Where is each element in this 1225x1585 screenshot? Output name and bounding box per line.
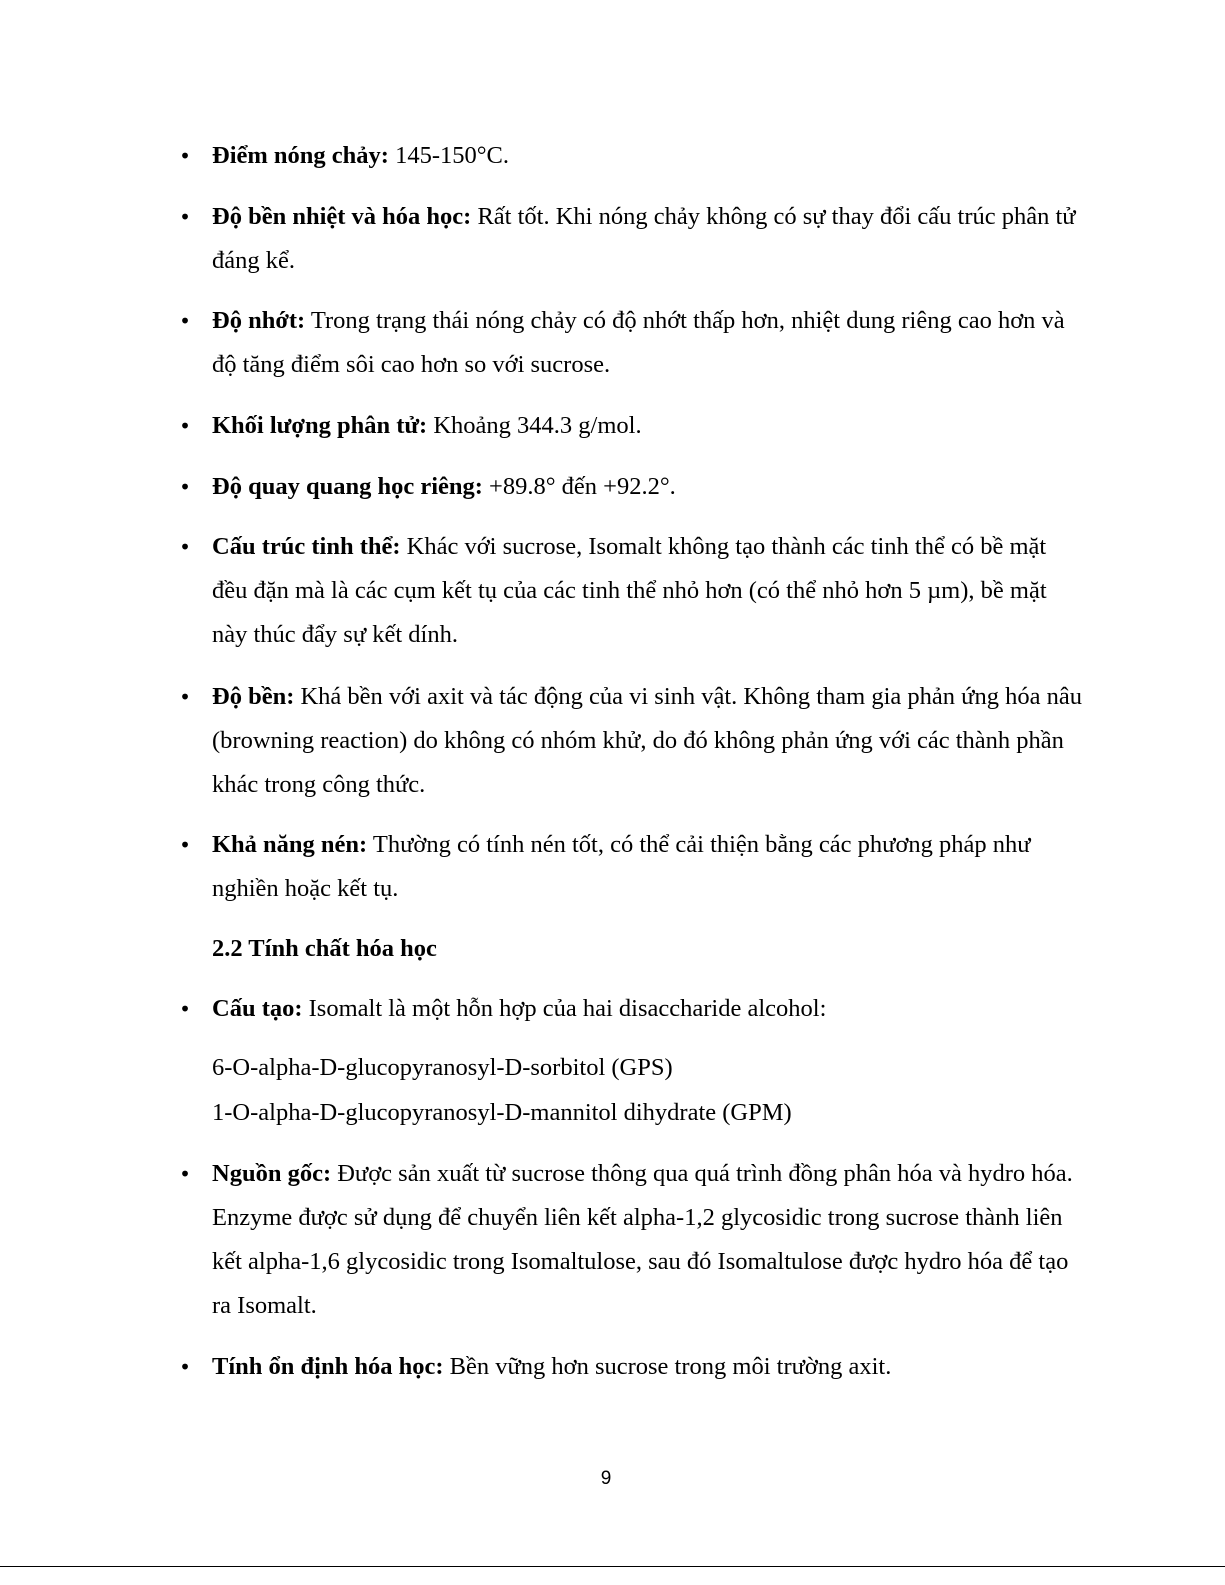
bullet-icon: • [179, 833, 191, 857]
property-text: +89.8° đến +92.2°. [482, 473, 676, 500]
property-term: Điểm nóng chảy: [212, 142, 389, 169]
list-item-crystal-structure [179, 525, 1082, 657]
property-text: Khá bền với axit và tác động của vi sinh vật. Không tham gia phản ứng hóa nâu (browning reaction) do không có nhóm khử, do đó không phản ứng với các thành phần khác trong công thức. [212, 683, 1082, 798]
list-item-origin [179, 1152, 1082, 1328]
list-item-compressibility [179, 823, 1082, 911]
property-text: Rất tốt. Khi nóng chảy không có sự thay đổi cấu trúc phân tử đáng kể. [212, 203, 1076, 274]
page-divider [0, 1566, 1225, 1567]
component-gps: 6-O-alpha-D-glucopyranosyl-D-sorbitol (GPS) [212, 1054, 673, 1081]
property-term: Cấu trúc tinh thể: [212, 533, 401, 560]
list-item-melting-point [179, 134, 1082, 178]
property-term: Độ bền: [212, 683, 295, 710]
component-gpm: 1-O-alpha-D-glucopyranosyl-D-mannitol dihydrate (GPM) [212, 1099, 792, 1126]
list-item-structure [179, 987, 1082, 1031]
property-text: Khác với sucrose, Isomalt không tạo thành các tinh thể có bề mặt đều đặn mà là các cụm kết tụ của các tinh thể nhỏ hơn (có thể nhỏ hơn 5 µm), bề mặt này thúc đẩy sự kết dính. [212, 533, 1047, 648]
bullet-icon: • [179, 685, 191, 709]
bullet-icon: • [179, 414, 191, 438]
property-term: Cấu tạo: [212, 995, 303, 1022]
bullet-icon: • [179, 997, 191, 1021]
property-term: Độ quay quang học riêng: [212, 473, 483, 500]
property-term: Tính ổn định hóa học: [212, 1353, 444, 1380]
list-item-durability [179, 675, 1082, 807]
property-term: Khả năng nén: [212, 831, 368, 858]
property-text: Trong trạng thái nóng chảy có độ nhớt thấp hơn, nhiệt dung riêng cao hơn và độ tăng điểm sôi cao hơn so với sucrose. [212, 307, 1065, 378]
list-item-viscosity [179, 299, 1082, 387]
page-number: 9 [600, 1468, 612, 1489]
list-item-thermal-chemical-stability [179, 195, 1082, 283]
bullet-icon: • [179, 475, 191, 499]
bullet-icon: • [179, 1355, 191, 1379]
property-term: Nguồn gốc: [212, 1160, 332, 1187]
section-heading: 2.2 Tính chất hóa học [212, 935, 437, 962]
bullet-icon: • [179, 1162, 191, 1186]
property-text: Được sản xuất từ sucrose thông qua quá trình đồng phân hóa và hydro hóa. Enzyme được sử dụng để chuyển liên kết alpha-1,2 glycosidic trong sucrose thành liên kết alpha-1,6 glycosidic trong Isomaltulose, sau đó Isomaltulose được hydro hóa để tạo ra Isomalt. [212, 1160, 1073, 1319]
property-text: Thường có tính nén tốt, có thể cải thiện bằng các phương pháp như nghiền hoặc kết tụ. [212, 831, 1031, 902]
property-term: Khối lượng phân tử: [212, 412, 428, 439]
list-item-molecular-weight [179, 404, 1082, 448]
property-text: Bền vững hơn sucrose trong môi trường axit. [443, 1353, 892, 1380]
property-term: Độ bền nhiệt và hóa học: [212, 203, 472, 230]
bullet-icon: • [179, 309, 191, 333]
list-item-specific-rotation [179, 465, 1082, 509]
property-term: Độ nhớt: [212, 307, 306, 334]
property-text: 145-150°C. [388, 142, 510, 169]
list-item-chemical-stability [179, 1345, 1082, 1389]
bullet-icon: • [179, 205, 191, 229]
property-text: Isomalt là một hỗn hợp của hai disaccharide alcohol: [302, 995, 827, 1022]
property-text: Khoảng 344.3 g/mol. [427, 412, 642, 439]
bullet-icon: • [179, 144, 191, 168]
bullet-icon: • [179, 535, 191, 559]
